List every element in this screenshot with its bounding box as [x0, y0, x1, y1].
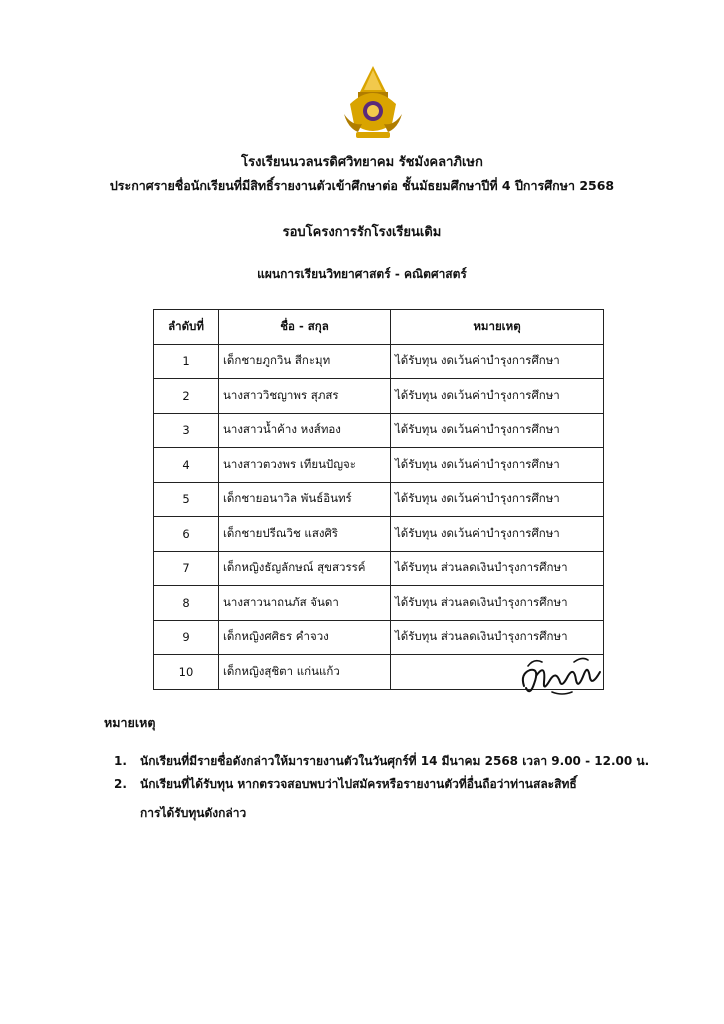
school-emblem-logo	[342, 64, 404, 142]
student-name: เด็กชายปรีณวิช แสงศิริ	[219, 517, 391, 552]
row-number: 7	[154, 551, 219, 586]
table-row	[154, 344, 604, 379]
row-remark: ได้รับทุน งดเว้นค่าบำรุงการศึกษา	[391, 413, 604, 448]
row-number: 5	[154, 482, 219, 517]
note-text: นักเรียนที่มีรายชื่อดังกล่าวให้มารายงานตัวในวันศุกร์ที่ 14 มีนาคม 2568 เวลา 9.00 - 12.00 น.	[140, 754, 650, 768]
table-row	[154, 551, 604, 586]
row-remark: ได้รับทุน ส่วนลดเงินบำรุงการศึกษา	[391, 586, 604, 621]
school-name: โรงเรียนนวลนรดิศวิทยาคม รัชมังคลาภิเษก	[241, 155, 483, 170]
row-remark: ได้รับทุน ส่วนลดเงินบำรุงการศึกษา	[391, 620, 604, 655]
table-row	[154, 517, 604, 552]
student-name: นางสาวน้ำค้าง หงส์ทอง	[219, 413, 391, 448]
row-remark: ได้รับทุน งดเว้นค่าบำรุงการศึกษา	[391, 517, 604, 552]
row-number: 9	[154, 620, 219, 655]
student-name: เด็กหญิงธัญลักษณ์ สุขสวรรค์	[219, 551, 391, 586]
handwritten-signature	[516, 652, 606, 702]
student-name: เด็กหญิงศศิธร คำจวง	[219, 620, 391, 655]
note-number: 1.	[114, 754, 127, 768]
row-remark: ได้รับทุน งดเว้นค่าบำรุงการศึกษา	[391, 448, 604, 483]
student-name: เด็กหญิงสุชิตา แก่นแก้ว	[219, 655, 391, 690]
row-number: 6	[154, 517, 219, 552]
student-name: นางสาวตวงพร เทียนปัญจะ	[219, 448, 391, 483]
table-header-row	[154, 310, 604, 345]
note-text: นักเรียนที่ได้รับทุน หากตรวจสอบพบว่าไปสมัครหรือรายงานตัวที่อื่นถือว่าท่านสละสิทธิ์	[140, 777, 577, 791]
column-header-number: ลำดับที่	[154, 310, 219, 345]
table-row	[154, 586, 604, 621]
note-item	[114, 752, 649, 771]
study-plan-title: แผนการเรียนวิทยาศาสตร์ - คณิตศาสตร์	[257, 267, 467, 281]
row-number: 4	[154, 448, 219, 483]
table-row	[154, 620, 604, 655]
row-number: 2	[154, 379, 219, 414]
student-name: นางสาววิชญาพร สุภสร	[219, 379, 391, 414]
note-text-continuation: การได้รับทุนดังกล่าว	[140, 806, 247, 820]
row-remark: ได้รับทุน งดเว้นค่าบำรุงการศึกษา	[391, 344, 604, 379]
table-row	[154, 413, 604, 448]
column-header-remark: หมายเหตุ	[391, 310, 604, 345]
notes-heading: หมายเหตุ	[104, 715, 156, 730]
announcement-title: ประกาศรายชื่อนักเรียนที่มีสิทธิ์รายงานตัวเข้าศึกษาต่อ ชั้นมัธยมศึกษาปีที่ 4 ปีการศึกษา 2568	[109, 178, 615, 193]
student-name: เด็กชายภูกวิน สีกะมุท	[219, 344, 391, 379]
row-remark: ได้รับทุน งดเว้นค่าบำรุงการศึกษา	[391, 379, 604, 414]
row-number: 8	[154, 586, 219, 621]
student-table	[153, 309, 604, 690]
row-number: 3	[154, 413, 219, 448]
column-header-name: ชื่อ - สกุล	[219, 310, 391, 345]
table-row	[154, 482, 604, 517]
row-remark: ได้รับทุน งดเว้นค่าบำรุงการศึกษา	[391, 482, 604, 517]
table-row	[154, 379, 604, 414]
student-name: นางสาวนาถนภัส จันดา	[219, 586, 391, 621]
table-row	[154, 448, 604, 483]
note-item	[114, 775, 634, 823]
row-number: 10	[154, 655, 219, 690]
row-remark: ได้รับทุน ส่วนลดเงินบำรุงการศึกษา	[391, 551, 604, 586]
note-number: 2.	[114, 777, 127, 791]
student-name: เด็กชายอนาวิล พันธ์อินทร์	[219, 482, 391, 517]
round-title: รอบโครงการรักโรงเรียนเดิม	[282, 225, 442, 240]
row-number: 1	[154, 344, 219, 379]
